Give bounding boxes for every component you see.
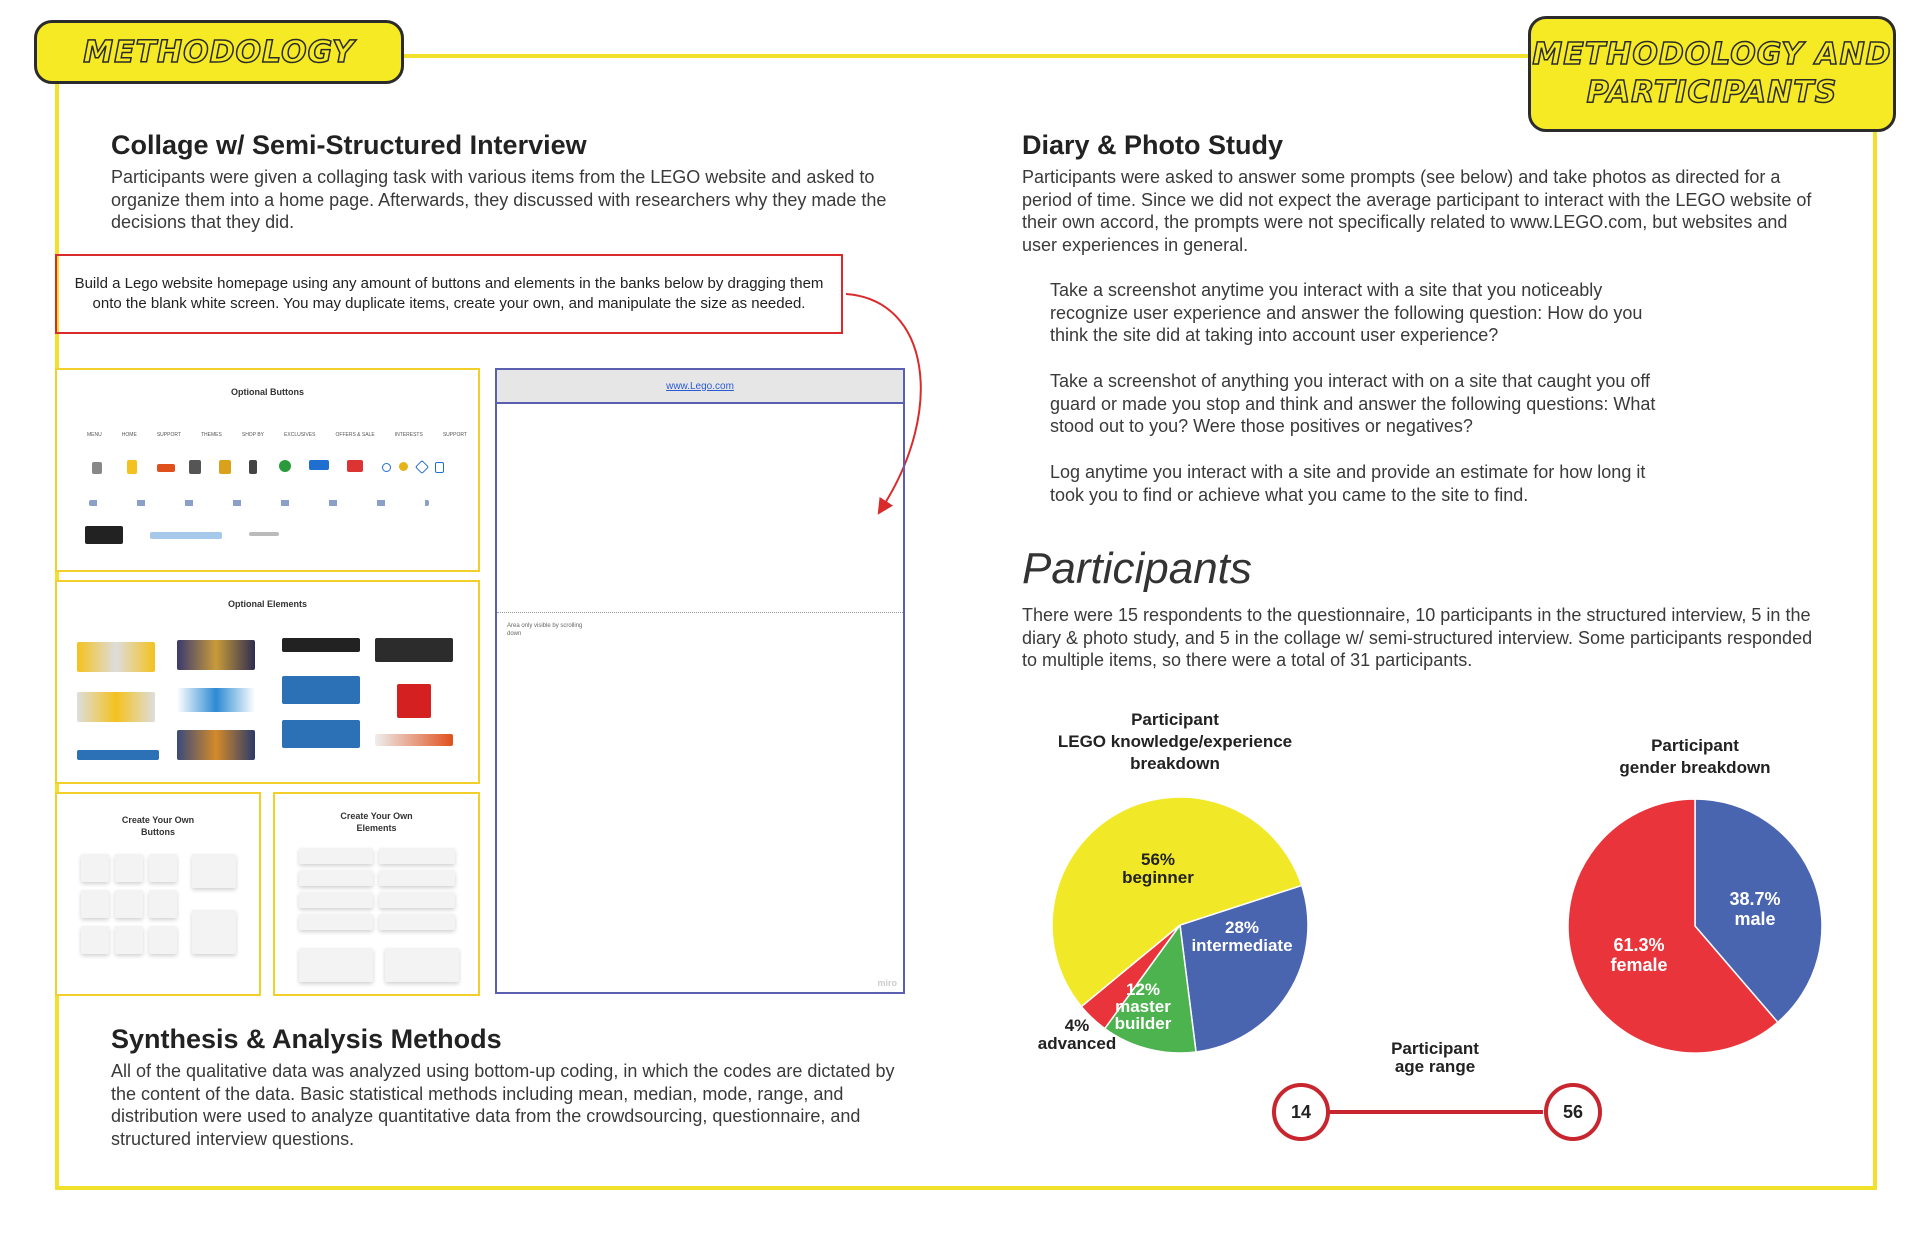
collage-title: Collage w/ Semi-Structured Interview: [111, 130, 587, 160]
pie-label-advanced: 4% advanced: [1037, 1016, 1117, 1053]
homepage-canvas: [495, 368, 905, 994]
footer-strip-sample: [77, 750, 159, 760]
placeholder-block: [299, 870, 373, 886]
placeholder-block: [115, 926, 143, 954]
diary-title: Diary & Photo Study: [1022, 130, 1284, 160]
diary-body: Participants were asked to answer some prompts (see below) and take photos as directed for a period of time. Since we did not expect the average participant to interact with the LEGO website of their own accord, the prompts were not specifically related to www.LEGO.com, but websites and user experiences in general.: [1022, 167, 1812, 255]
search-bar-sample: [375, 734, 453, 746]
participants-title: Participants: [1022, 544, 1252, 593]
age-chart-title: Participant age range: [1391, 1039, 1479, 1076]
pie-label-intermediate: intermediate: [1191, 936, 1293, 955]
nav-item-sample: SHOP BY: [241, 432, 264, 438]
gender-chart-title: Participant gender breakdown: [1619, 736, 1771, 777]
placeholder-block: [115, 854, 143, 882]
optional-buttons-title: Optional Buttons: [231, 387, 304, 397]
placeholder-block: [192, 854, 236, 888]
placeholder-block: [299, 892, 373, 908]
gender-pie-chart: [1566, 797, 1824, 1055]
diary-prompt-1: Take a screenshot anytime you interact with a site that you noticeably recognize user experience and answer the following question: How do you think the site did at taking into account user experience?: [1050, 280, 1643, 345]
age-max-marker: 56: [1544, 1083, 1602, 1141]
scroll-note: Area only visible by scrolling down: [507, 623, 583, 637]
pie-label-beginner: beginner: [1122, 868, 1194, 887]
nav-item-sample: SUPPORT: [442, 432, 467, 438]
diary-prompt-2: Take a screenshot of anything you interact with on a site that caught you off guard or made you stop and think and answer the following questions: What stood out to you? Were those positives or negatives?: [1050, 371, 1656, 436]
knowledge-pie-chart: [1050, 795, 1310, 1055]
sample-icon: [157, 464, 175, 472]
sample-icon: [189, 460, 201, 474]
lego-logo-sample: [397, 684, 431, 718]
frame-top-border: [400, 54, 1530, 58]
heart-icon: [415, 460, 429, 474]
create-elements-title: Create Your Own Elements: [340, 811, 413, 833]
blue-button-sample: [150, 532, 222, 539]
dark-banner-sample: [375, 638, 453, 662]
sample-icon: [249, 460, 257, 474]
collage-instruction-box: [55, 254, 843, 334]
create-buttons-title: Create Your Own Buttons: [121, 815, 195, 837]
placeholder-block: [299, 848, 373, 864]
synthesis-body: All of the qualitative data was analyzed using bottom-up coding, in which the codes are dictated by the content of the data. Basic statistical methods including mean, median, mode, range, and distribution were used to analyze quantitative data from the crowdsourcing, questionnaire, and structured interview questions.: [111, 1061, 895, 1149]
pie-label-builder: builder: [1114, 1014, 1172, 1033]
blue-card-sample: [282, 676, 360, 704]
banner-sample: [177, 730, 255, 760]
nav-item-sample: THEMES: [200, 432, 222, 438]
placeholder-block: [299, 914, 373, 930]
sample-icon: [92, 462, 102, 474]
pie-label-male: male: [1734, 909, 1776, 929]
pie-label-beginner-pct: 56%: [1140, 850, 1176, 869]
knowledge-chart-title: Participant LEGO knowledge/experience breakdown: [1057, 710, 1293, 773]
pie-label-male-pct: 38.7%: [1729, 889, 1781, 909]
smiley-icon: [399, 462, 408, 471]
dark-button-sample: [85, 526, 123, 544]
nav-item-sample: SUPPORT: [156, 432, 181, 438]
placeholder-block: [379, 870, 455, 886]
collage-instruction-text: Build a Lego website homepage using any amount of buttons and elements in the banks below by dragging them onto the blank white screen. You may duplicate items, create your own, and manipulate the size as needed.: [74, 275, 824, 312]
collage-body: Participants were given a collaging task with various items from the LEGO website and asked to organize them into a home page. Afterwards, they discussed with researchers why they made the decisions that they did.: [111, 167, 887, 232]
create-buttons-panel: [55, 792, 261, 996]
banner-sample: [177, 640, 255, 670]
nav-item-sample: OFFERS & SALE: [335, 432, 375, 438]
banner-sample: [177, 688, 255, 712]
age-min-marker: 14: [1272, 1083, 1330, 1141]
pie-label-intermediate-pct: 28%: [1224, 918, 1260, 937]
create-elements-panel: [273, 792, 480, 996]
search-icon: [382, 463, 391, 472]
dark-header-sample: [282, 638, 360, 652]
fold-line: [497, 612, 903, 613]
synthesis-title: Synthesis & Analysis Methods: [111, 1024, 502, 1054]
nav-item-sample: EXCLUSIVES: [284, 432, 316, 438]
placeholder-block: [115, 890, 143, 918]
placeholder-block: [192, 910, 236, 954]
frame-right-border: [1873, 130, 1877, 1190]
participants-body: There were 15 respondents to the questionnaire, 10 participants in the structured interview, 5 in the diary & photo study, and 5 in the collage w/ semi-structured interview. Some participants responded to multiple items, so there were a total of 31 participants.: [1022, 605, 1813, 670]
placeholder-block: [379, 848, 455, 864]
placeholder-block: [81, 854, 109, 882]
nav-item-sample: INTERESTS: [394, 432, 423, 438]
diary-prompt-3: Log anytime you interact with a site and provide an estimate for how long it took you to find or achieve what you came to the site to find.: [1050, 462, 1646, 505]
optional-elements-panel: [55, 580, 480, 784]
find-store-sample: [249, 532, 279, 536]
placeholder-block: [385, 948, 459, 982]
placeholder-block: [299, 948, 373, 982]
nav-bar-sample: [87, 432, 467, 438]
product-row-sample: [77, 642, 155, 672]
frame-bottom-border: [55, 1186, 1877, 1190]
nav-item-sample: HOME: [121, 432, 137, 438]
canvas-url-bar: www.Lego.com: [497, 370, 903, 404]
placeholder-block: [379, 892, 455, 908]
nav-item-sample: MENU: [87, 432, 102, 438]
optional-buttons-panel: [55, 368, 480, 572]
section-tag-methodology-participants: METHODOLOGY AND PARTICIPANTS: [1528, 16, 1896, 132]
product-row-sample: [77, 692, 155, 722]
placeholder-block: [81, 926, 109, 954]
sample-icon: [219, 460, 231, 474]
placeholder-block: [379, 914, 455, 930]
sample-icon: [309, 460, 329, 470]
pie-label-female-pct: 61.3%: [1613, 935, 1665, 955]
bag-icon: [435, 462, 444, 473]
placeholder-block: [149, 926, 177, 954]
placeholder-block: [149, 854, 177, 882]
pie-label-master: master: [1115, 997, 1171, 1016]
sample-icon: [279, 460, 291, 472]
optional-elements-title: Optional Elements: [227, 599, 307, 609]
sample-icon: [347, 460, 363, 472]
miro-watermark: miro: [877, 978, 897, 988]
section-tag-methodology: METHODOLOGY: [34, 20, 404, 84]
placeholder-block: [81, 890, 109, 918]
link-row-sample: [89, 500, 429, 506]
blue-card-sample: [282, 720, 360, 748]
age-range-line: [1327, 1110, 1543, 1114]
pie-label-master-pct: 12%: [1125, 980, 1161, 999]
sample-icon: [127, 460, 137, 474]
placeholder-block: [149, 890, 177, 918]
pie-label-female: female: [1610, 955, 1668, 975]
